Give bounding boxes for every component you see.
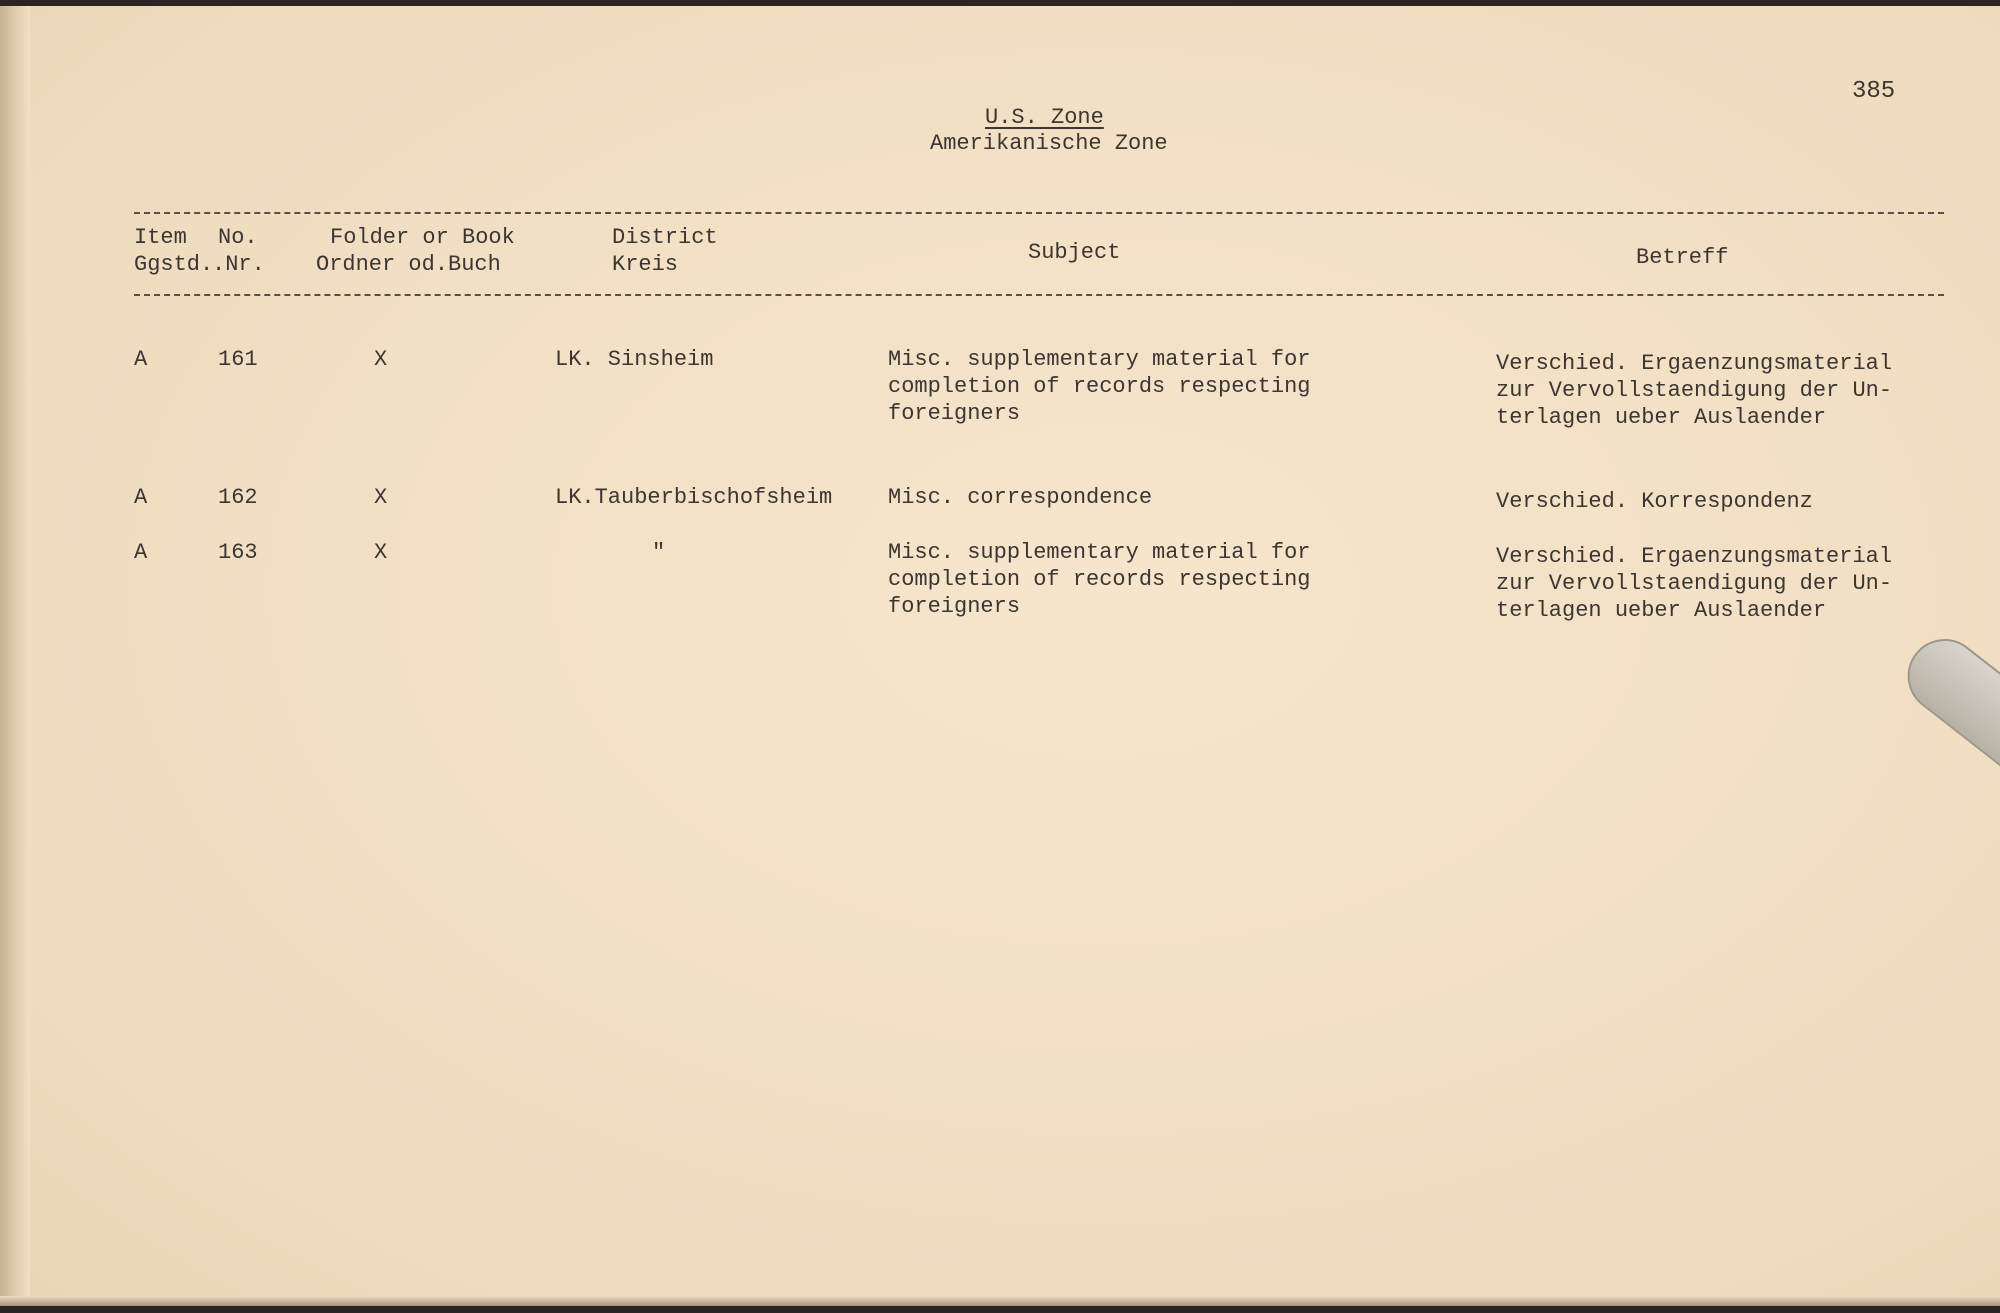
book-binding bbox=[0, 6, 30, 1306]
page-title: U.S. Zone bbox=[985, 105, 1104, 130]
number-cell: 162 bbox=[218, 485, 258, 510]
paper-clip bbox=[1893, 624, 2000, 802]
col-header-no-de: .Nr. bbox=[212, 252, 265, 277]
item-cell: A bbox=[134, 540, 148, 565]
subject-line: completion of records respecting bbox=[888, 567, 1311, 592]
col-header-district-en: District bbox=[612, 225, 718, 250]
col-header-item-de: Ggstd. bbox=[134, 252, 214, 277]
page-number: 385 bbox=[1852, 78, 1896, 105]
folder-cell: X bbox=[374, 485, 388, 510]
betreff-line: terlagen ueber Auslaender bbox=[1496, 405, 1827, 430]
subject-line: foreigners bbox=[888, 401, 1021, 426]
betreff-line: zur Vervollstaendigung der Un- bbox=[1496, 378, 1893, 403]
betreff-line: Verschied. Ergaenzungsmaterial bbox=[1496, 351, 1893, 376]
page-subtitle: Amerikanische Zone bbox=[930, 131, 1168, 156]
number-cell: 161 bbox=[218, 347, 258, 372]
col-header-folder-en: Folder or Book bbox=[330, 225, 515, 250]
folder-cell: X bbox=[374, 540, 388, 565]
document-page bbox=[0, 6, 2000, 1306]
number-cell: 163 bbox=[218, 540, 258, 565]
district-cell: " bbox=[652, 540, 666, 565]
subject-line: Misc. supplementary material for bbox=[888, 540, 1311, 565]
subject-line: Misc. correspondence bbox=[888, 485, 1153, 510]
betreff-line: Verschied. Ergaenzungsmaterial bbox=[1496, 544, 1893, 569]
col-header-betreff: Betreff bbox=[1636, 245, 1729, 270]
col-header-subject: Subject bbox=[1028, 240, 1121, 265]
subject-line: foreigners bbox=[888, 594, 1021, 619]
header-rule-top bbox=[134, 212, 1944, 214]
betreff-line: Verschied. Korrespondenz bbox=[1496, 489, 1813, 514]
header-rule-bottom bbox=[134, 294, 1944, 296]
col-header-item-en: Item bbox=[134, 225, 187, 250]
subject-line: Misc. supplementary material for bbox=[888, 347, 1311, 372]
betreff-line: zur Vervollstaendigung der Un- bbox=[1496, 571, 1893, 596]
district-cell: LK. Sinsheim bbox=[555, 347, 714, 372]
district-cell: LK.Tauberbischofsheim bbox=[555, 485, 833, 510]
betreff-line: terlagen ueber Auslaender bbox=[1496, 598, 1827, 623]
page-edge bbox=[0, 1296, 2000, 1306]
item-cell: A bbox=[134, 347, 148, 372]
item-cell: A bbox=[134, 485, 148, 510]
subject-line: completion of records respecting bbox=[888, 374, 1311, 399]
col-header-folder-de: Ordner od.Buch bbox=[316, 252, 501, 277]
col-header-district-de: Kreis bbox=[612, 252, 679, 277]
folder-cell: X bbox=[374, 347, 388, 372]
col-header-no-en: No. bbox=[218, 225, 258, 250]
